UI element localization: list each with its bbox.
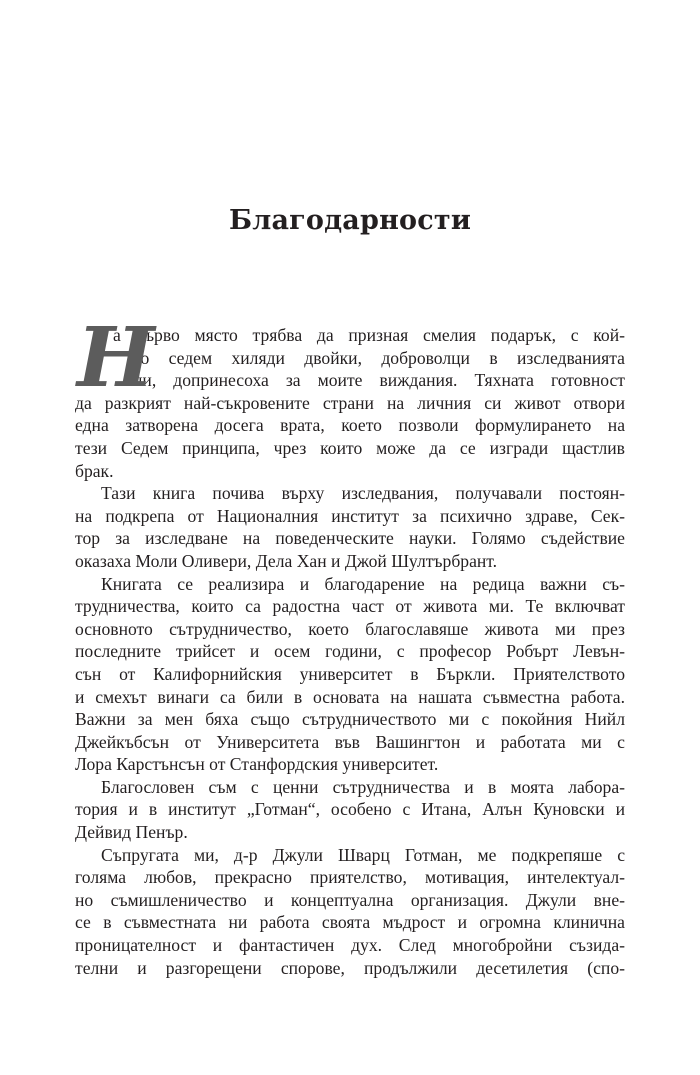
text-line: Важни за мен бяха също сътрудничеството ми с покойния Нийл — [75, 709, 625, 730]
drop-cap-letter: Н — [77, 310, 155, 406]
text-line: проницателност и фантастичен дух. След многобройни съзида- — [75, 935, 625, 956]
paragraph — [75, 573, 625, 776]
text-line: брак. — [75, 460, 114, 481]
text-line: Книгата се реализира и благодарение на редица важни съ- — [101, 573, 625, 594]
text-line: сън от Калифорнийския университет в Бъркли. Приятелството — [75, 663, 625, 684]
text-line: на подкрепа от Националния институт за психично здраве, Сек- — [75, 505, 625, 526]
paragraph — [75, 776, 625, 844]
text-line: но съмишленичество и концептуална организация. Джули вне- — [75, 889, 625, 910]
text-line: тор за изследване на поведенческите науки. Голямо съдействие — [75, 528, 625, 549]
text-line: то седем хиляди двойки, доброволци в изследванията — [133, 347, 625, 368]
text-line: Дейвид Пенър. — [75, 822, 188, 843]
text-line: голяма любов, прекрасно приятелство, мотивация, интелектуал- — [75, 867, 625, 888]
text-line: и смехът винаги са били в основата на нашата съвместна работа. — [75, 686, 625, 707]
text-line: Съпругата ми, д-р Джули Шварц Готман, ме подкрепяше с — [101, 844, 625, 865]
text-line: Лора Карстънсън от Станфордския университет. — [75, 754, 439, 775]
text-line: тези Седем принципа, чрез които може да се изгради щастлив — [75, 437, 625, 458]
text-line: основното сътрудничество, което благославяше живота ми през — [75, 618, 625, 639]
text-line: последните трийсет и осем години, с професор Робърт Левън- — [75, 641, 625, 662]
text-line: Джейкъбсън от Университета във Вашингтон и работата ми с — [75, 731, 625, 752]
chapter-title: Благодарности — [228, 205, 472, 236]
paragraph — [75, 844, 625, 980]
text-line: тория и в институт „Готман“, особено с Итана, Алън Куновски и — [75, 799, 625, 820]
text-line: да разкрият най-съкровените страни на личния си живот отвори — [75, 392, 625, 413]
text-line: оказаха Моли Оливери, Дела Хан и Джой Шултърбрант. — [75, 550, 498, 571]
text-line: една затворена досега врата, което позволи формулирането на — [75, 415, 625, 436]
text-line: Тази книга почива върху изследвания, получавали постоян- — [101, 483, 625, 504]
text-line: телни и разгорещени спорове, продължили десетилетия (спо- — [75, 957, 625, 978]
text-line: трудничества, които са радостна част от живота ми. Те включват — [75, 596, 625, 617]
text-line: ни, допринесоха за моите виждания. Тяхната готовност — [133, 370, 625, 391]
text-line: се в съвместната ни работа своята мъдрост и огромна клинична — [75, 912, 625, 933]
text-line: Благословен съм с ценни сътрудничества и в моята лабора- — [101, 776, 625, 797]
paragraph — [75, 482, 625, 572]
paragraph — [75, 392, 625, 482]
text-line: а първо място трябва да призная смелия подарък, с кой- — [113, 325, 625, 345]
body-text — [75, 310, 625, 979]
